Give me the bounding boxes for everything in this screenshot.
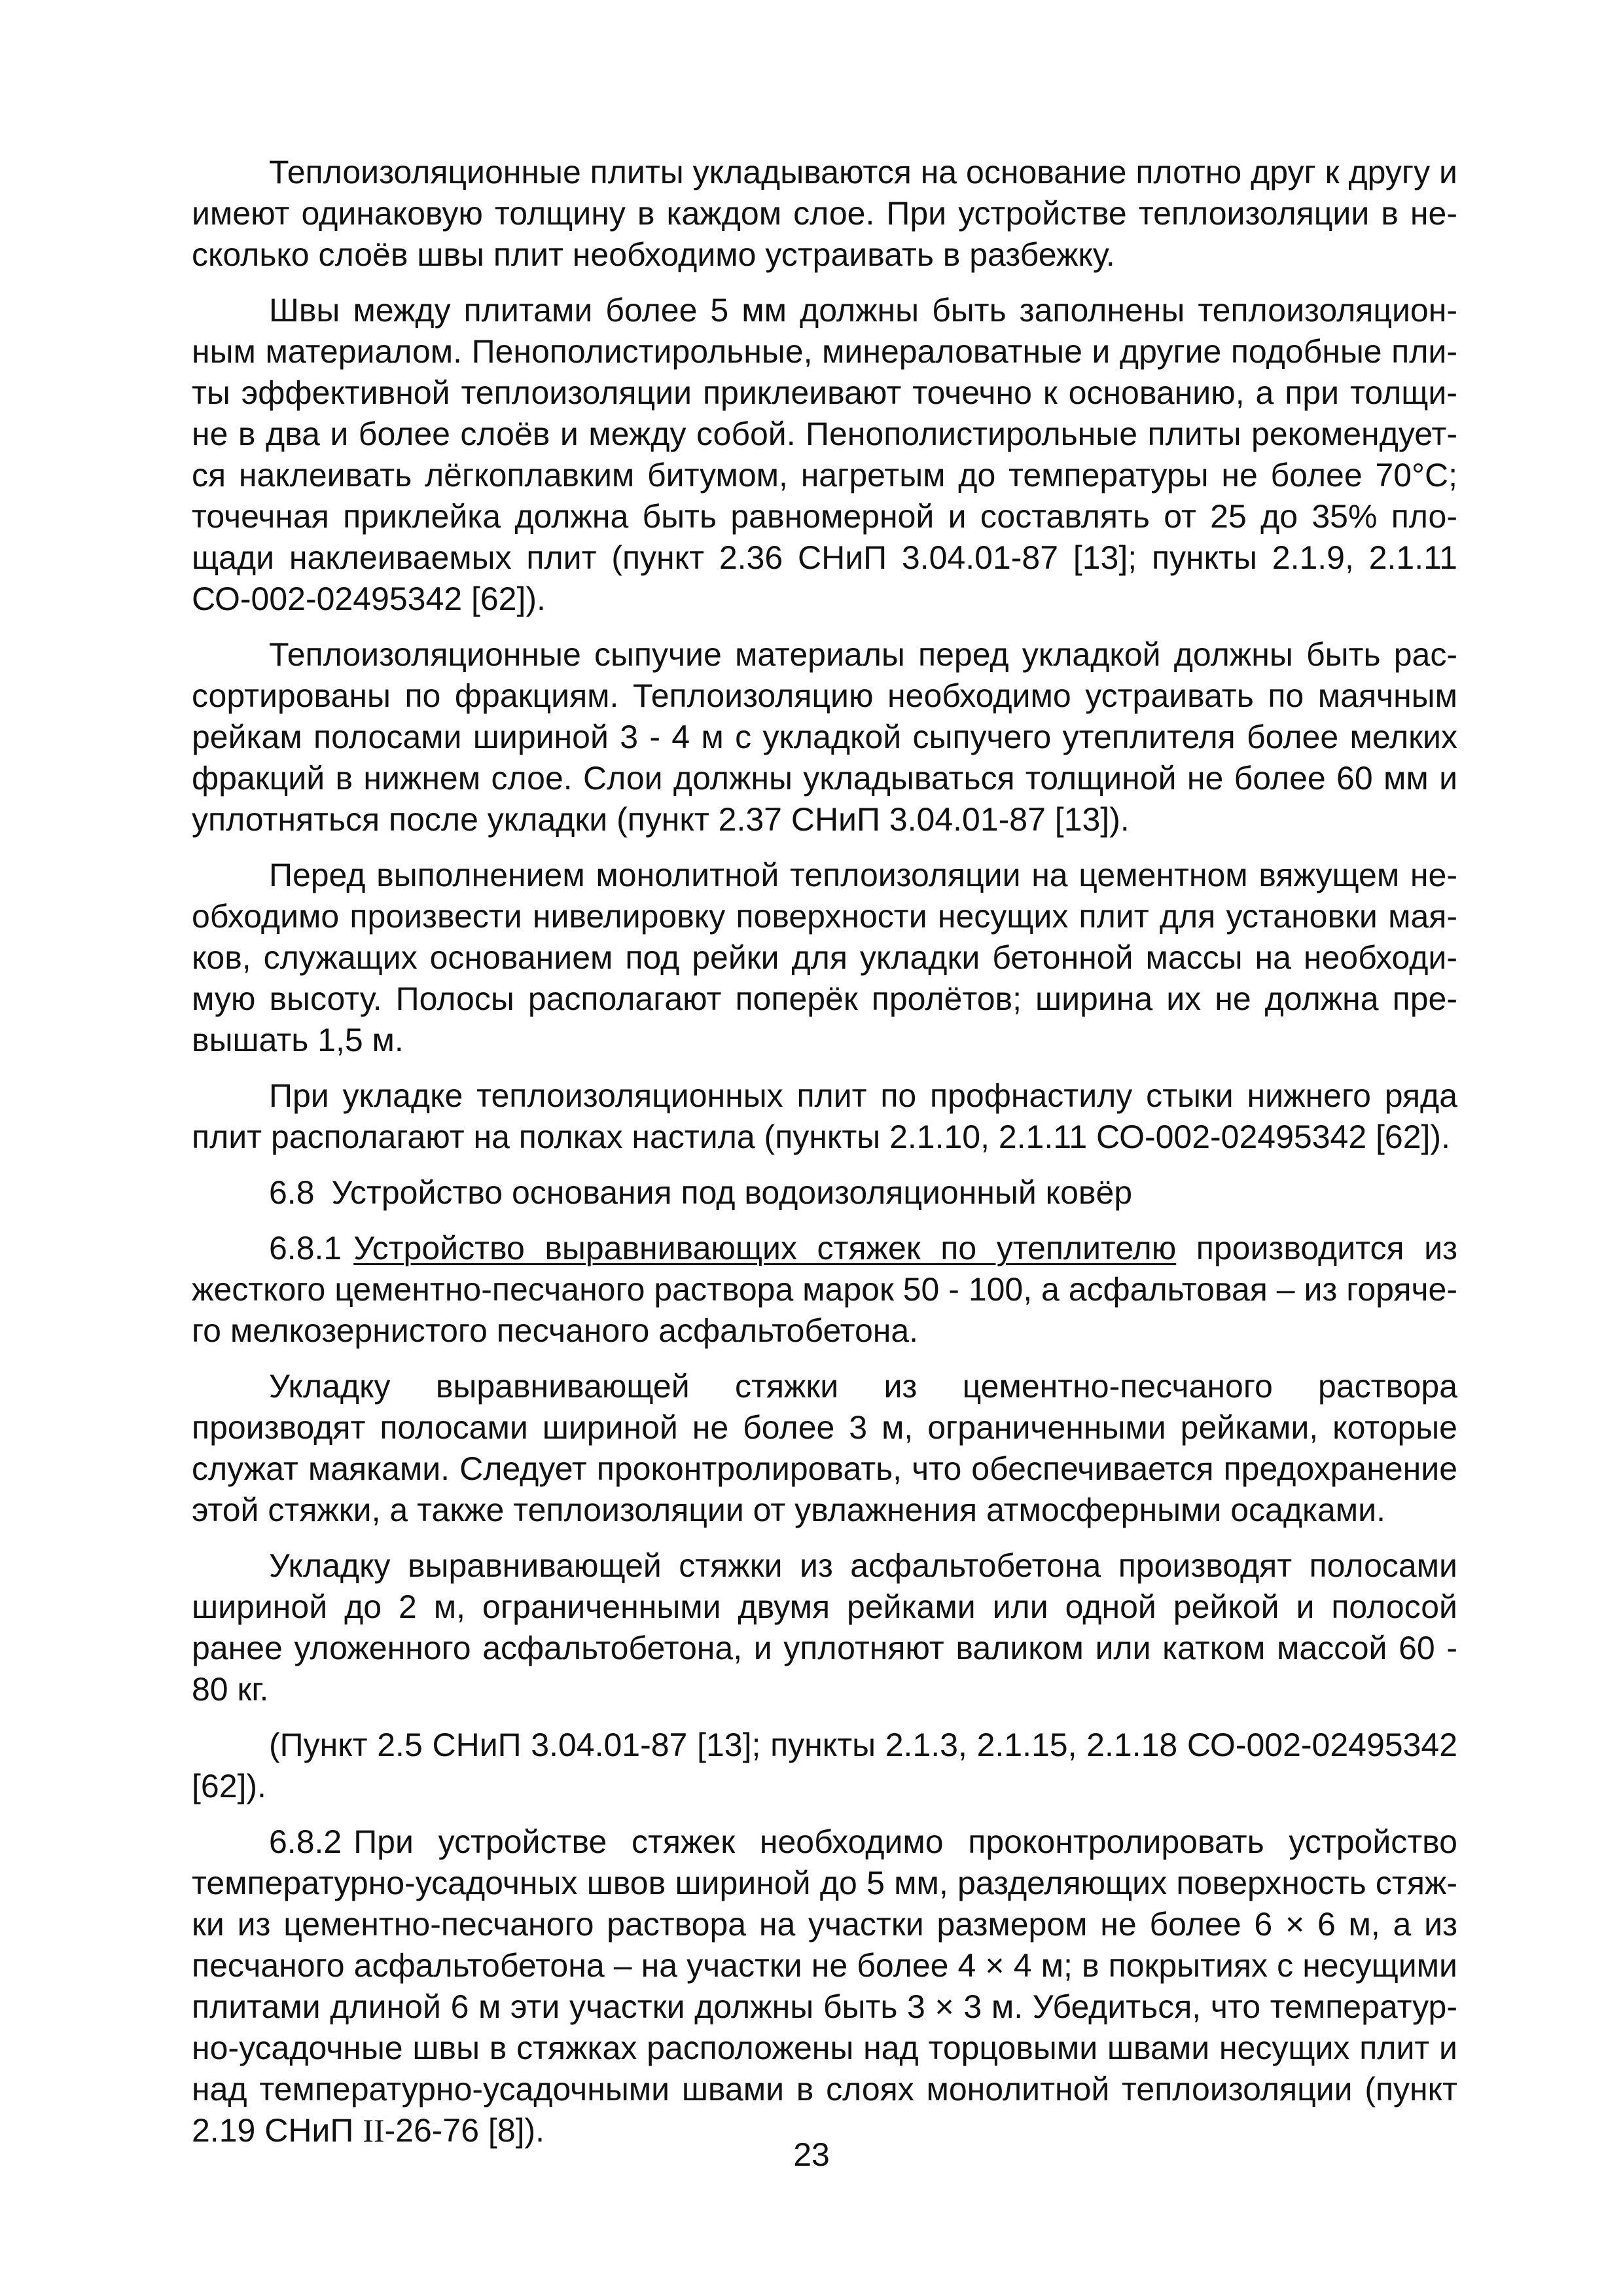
paragraph-asphalt-screed: Укладку выравнивающей стяжки из асфальтобетона производят полосами шириной до 2 м, ограниченными двумя рейками или одной рейкой и полосой ранее уложенного асфальтобетона, и уплотняют валиком или катком массой 60 - 80 кг. [192,1547,1457,1708]
paragraph-cement-screed: Укладку выравнивающей стяжки из цементно-песчаного раствора производят полосами шириной не более 3 м, ограниченными рейками, которые служат маяками. Следует проконтролировать, что обеспечивается предохранение этой стяжки, а также теплоизоляции от увлажнения атмосферными осадками. [192,1368,1457,1528]
paragraph-slab-joints: Швы между плитами более 5 мм должны быть заполнены теплоизоляционным материалом. Пенополистирольные, минераловатные и другие подобные плиты эффективной теплоизоляции приклеивают точечно к основанию, а при толщине в два и более слоёв и между собой. Пенополистирольные плиты рекомендуется наклеивать лёгкоплавким битумом, нагретым до температуры не более 70°С; точечная приклейка должна быть равномерной и составлять от 25 до 35% площади наклеиваемых плит (пункт 2.36 СНиП 3.04.01-87 [13]; пункты 2.1.9, 2.1.11 СО-002-02495342 [62]). [192,292,1457,617]
subsection-text-end: -26-76 [8]). [384,2112,545,2149]
subsection-number: 6.8.1 [269,1230,342,1266]
document-page [192,152,1457,2166]
section-title: Устройство основания под водоизоляционный ковёр [331,1174,1133,1211]
subsection-title-underlined: Устройство выравнивающих стяжек по утеплителю [353,1230,1177,1266]
section-heading [192,1172,1457,1213]
subsection-text: При устройстве стяжек необходимо проконтролировать устройство температурно-усадочных швов шириной до 5 мм, разделяющих поверхность стяжки из цементно-песчаного раствора на участки размером не более 6 × 6 м, а из песчаного асфальтобетона – на участки не более 4 × 4 м; в покрытиях с несущими плитами длиной 6 м эти участки должны быть 3 × 3 м. Убедиться, что температурно-усадочные швы в стяжках расположены над торцовыми швами несущих плит и над температурно-усадочными швами в слоях монолитной теплоизоляции (пункт 2.19 СНиП [192,1823,1457,2149]
subsection-number: 6.8.2 [269,1823,342,1860]
subsection-6-8-1 [192,1228,1457,1352]
subsection-text: производится из жесткого цементно-песчаного раствора марок 50 - 100, а асфальтовая – из горячего мелкозернистого песчаного асфальтобетона. [192,1230,1457,1349]
roman-numeral: II [363,2112,385,2149]
paragraph-monolithic-insulation: Перед выполнением монолитной теплоизоляции на цементном вяжущем необходимо произвести нивелировку поверхности несущих плит для установки маяков, служащих основанием под рейки для укладки бетонной массы на необходимую высоту. Полосы располагают поперёк пролётов; ширина их не должна превышать 1,5 м. [192,857,1457,1058]
page-number: 23 [793,2136,830,2173]
paragraph-insulation-slabs: Теплоизоляционные плиты укладываются на основание плотно друг к другу и имеют одинаковую толщину в каждом слое. При устройстве теплоизоляции в несколько слоёв швы плит необходимо устраивать в разбежку. [192,154,1457,273]
paragraph-profiled-deck: При укладке теплоизоляционных плит по профнастилу стыки нижнего ряда плит располагают на полках настила (пункты 2.1.10, 2.1.11 СО-002-02495342 [62]). [192,1077,1457,1155]
subsection-6-8-2 [192,1821,1457,2151]
paragraph-references: (Пункт 2.5 СНиП 3.04.01-87 [13]; пункты 2.1.3, 2.1.15, 2.1.18 СО-002-02495342 [62]). [192,1727,1457,1804]
section-number: 6.8 [269,1174,315,1211]
paragraph-bulk-materials: Теплоизоляционные сыпучие материалы перед укладкой должны быть рассортированы по фракциям. Теплоизоляцию необходимо устраивать по маячным рейкам полосами шириной 3 - 4 м с укладкой сыпучего утеплителя более мелких фракций в нижнем слое. Слои должны укладываться толщиной не более 60 мм и уплотняться после укладки (пункт 2.37 СНиП 3.04.01-87 [13]). [192,636,1457,838]
